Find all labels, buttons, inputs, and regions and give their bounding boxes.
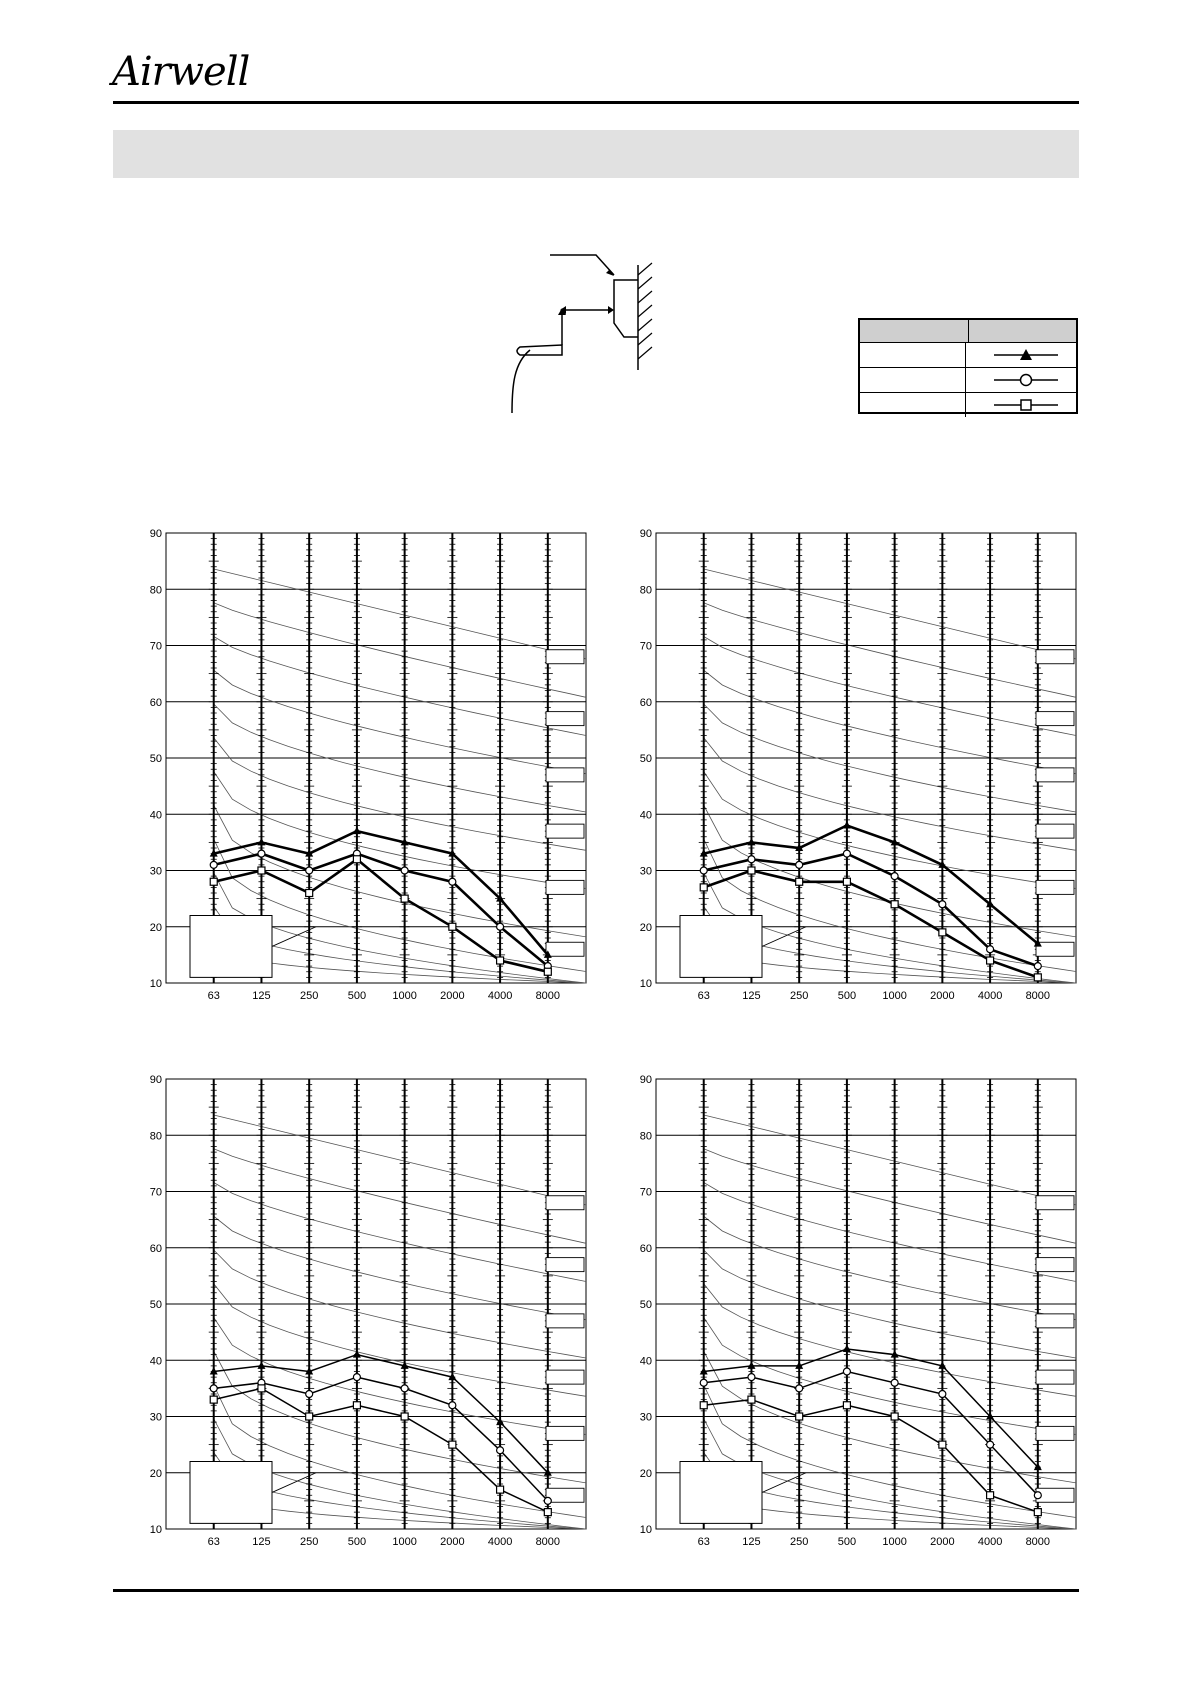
marker-circle bbox=[449, 1402, 456, 1409]
header-rule bbox=[113, 101, 1079, 104]
measurement-diagram bbox=[490, 245, 660, 415]
y-tick-label: 20 bbox=[639, 1467, 652, 1480]
square-marker-icon bbox=[966, 393, 1076, 417]
marker-square bbox=[353, 856, 360, 863]
marker-circle bbox=[258, 850, 265, 857]
marker-circle bbox=[449, 878, 456, 885]
nr-label-box bbox=[1036, 880, 1074, 894]
y-tick-label: 40 bbox=[639, 809, 652, 822]
marker-circle bbox=[1034, 1492, 1041, 1499]
y-tick-label: 50 bbox=[639, 753, 652, 765]
x-tick-label: 1000 bbox=[882, 990, 907, 1002]
y-tick-label: 70 bbox=[639, 640, 652, 653]
circle-marker-icon bbox=[966, 368, 1076, 392]
marker-circle bbox=[796, 861, 803, 868]
x-tick-label: 8000 bbox=[1025, 990, 1051, 1002]
x-tick-label: 63 bbox=[697, 1536, 710, 1548]
marker-square bbox=[987, 1492, 994, 1499]
legend-label bbox=[860, 393, 966, 417]
x-tick-label: 125 bbox=[252, 990, 271, 1002]
footer-rule bbox=[113, 1589, 1079, 1592]
marker-circle bbox=[700, 1379, 707, 1386]
marker-square bbox=[748, 867, 755, 874]
marker-square bbox=[353, 1402, 360, 1409]
marker-square bbox=[306, 1413, 313, 1420]
nr-label-box bbox=[1036, 650, 1074, 664]
x-tick-label: 63 bbox=[207, 990, 220, 1002]
unit-leader-line bbox=[550, 255, 614, 275]
y-tick-label: 80 bbox=[639, 584, 652, 597]
nr-label-box bbox=[1036, 768, 1074, 782]
x-tick-label: 250 bbox=[300, 1536, 319, 1548]
marker-circle bbox=[700, 867, 707, 874]
nr-label-box bbox=[546, 824, 584, 838]
nr-label-box bbox=[546, 1314, 584, 1328]
nr-label-box bbox=[546, 650, 584, 664]
nr-label-box bbox=[1036, 712, 1074, 726]
marker-circle bbox=[939, 901, 946, 908]
y-tick-label: 80 bbox=[639, 1130, 652, 1143]
x-tick-label: 500 bbox=[347, 1536, 367, 1548]
y-tick-label: 50 bbox=[149, 753, 162, 765]
y-tick-label: 90 bbox=[149, 528, 162, 540]
marker-square bbox=[1034, 1509, 1041, 1516]
y-tick-label: 10 bbox=[639, 978, 652, 990]
y-tick-label: 40 bbox=[149, 1355, 162, 1368]
marker-circle bbox=[210, 1385, 217, 1392]
y-tick-label: 50 bbox=[149, 1299, 162, 1311]
spectrum-chart-4 bbox=[630, 1071, 1090, 1553]
y-tick-label: 50 bbox=[639, 1299, 652, 1311]
marker-square bbox=[796, 878, 803, 885]
y-tick-label: 30 bbox=[149, 1411, 162, 1424]
microphone-cable bbox=[512, 350, 530, 413]
marker-circle bbox=[497, 1447, 504, 1454]
y-tick-label: 90 bbox=[639, 1074, 652, 1086]
microphone bbox=[517, 345, 562, 355]
x-tick-label: 250 bbox=[790, 1536, 809, 1548]
marker-circle bbox=[987, 946, 994, 953]
marker-circle bbox=[1034, 963, 1041, 970]
triangle-marker-icon bbox=[966, 343, 1076, 367]
x-tick-label: 2000 bbox=[930, 990, 955, 1002]
marker-square bbox=[210, 878, 217, 885]
y-tick-label: 40 bbox=[149, 809, 162, 822]
y-tick-label: 80 bbox=[149, 584, 162, 597]
legend-label bbox=[860, 368, 966, 392]
marker-circle bbox=[796, 1385, 803, 1392]
section-banner bbox=[113, 130, 1079, 178]
x-tick-label: 1000 bbox=[392, 1536, 417, 1548]
airwell-logo: Airwell bbox=[112, 49, 250, 95]
marker-circle bbox=[306, 867, 313, 874]
marker-square bbox=[700, 1402, 707, 1409]
marker-square bbox=[843, 1402, 850, 1409]
legend-label bbox=[860, 343, 966, 367]
nr-label-box bbox=[1036, 824, 1074, 838]
legend-row-triangle bbox=[860, 343, 1076, 368]
x-tick-label: 4000 bbox=[977, 1536, 1003, 1548]
marker-square bbox=[258, 867, 265, 874]
nr-label-box bbox=[546, 1426, 584, 1440]
x-tick-label: 8000 bbox=[535, 1536, 561, 1548]
marker-square bbox=[449, 1441, 456, 1448]
y-tick-label: 40 bbox=[639, 1355, 652, 1368]
nr-label-box bbox=[546, 880, 584, 894]
nr-label-box bbox=[546, 1370, 584, 1384]
y-tick-label: 70 bbox=[149, 640, 162, 653]
nr-label-box bbox=[1036, 942, 1074, 956]
indoor-unit-outline bbox=[614, 280, 638, 337]
info-box bbox=[190, 1462, 272, 1524]
x-tick-label: 250 bbox=[790, 990, 809, 1002]
x-tick-label: 1000 bbox=[392, 990, 417, 1002]
nr-label-box bbox=[546, 712, 584, 726]
marker-circle bbox=[210, 861, 217, 868]
spectrum-chart-1 bbox=[140, 525, 600, 1007]
marker-circle bbox=[843, 1368, 850, 1375]
y-tick-label: 60 bbox=[639, 1242, 652, 1255]
legend-row-square bbox=[860, 393, 1076, 417]
x-tick-label: 500 bbox=[347, 990, 367, 1002]
marker-square bbox=[401, 895, 408, 902]
nr-label-box bbox=[546, 768, 584, 782]
wall-hatch bbox=[638, 263, 652, 359]
marker-square bbox=[306, 890, 313, 897]
y-tick-label: 20 bbox=[149, 1467, 162, 1480]
y-tick-label: 30 bbox=[639, 1411, 652, 1424]
marker-square bbox=[891, 901, 898, 908]
marker-square bbox=[497, 1486, 504, 1493]
marker-square bbox=[939, 1441, 946, 1448]
nr-label-box bbox=[1036, 1258, 1074, 1272]
marker-square bbox=[987, 957, 994, 964]
nr-label-box bbox=[1036, 1196, 1074, 1210]
nr-label-box bbox=[1036, 1426, 1074, 1440]
marker-circle bbox=[748, 1374, 755, 1381]
marker-circle bbox=[748, 856, 755, 863]
y-tick-label: 90 bbox=[149, 1074, 162, 1086]
legend-row-circle bbox=[860, 368, 1076, 393]
marker-square bbox=[210, 1396, 217, 1403]
marker-square bbox=[1034, 974, 1041, 981]
x-tick-label: 4000 bbox=[487, 990, 513, 1002]
info-box bbox=[680, 1462, 762, 1524]
marker-square bbox=[843, 878, 850, 885]
x-tick-label: 500 bbox=[837, 1536, 857, 1548]
y-tick-label: 30 bbox=[639, 865, 652, 878]
marker-circle bbox=[987, 1441, 994, 1448]
y-tick-label: 70 bbox=[639, 1186, 652, 1199]
nr-label-box bbox=[546, 942, 584, 956]
marker-square bbox=[449, 923, 456, 930]
x-tick-label: 250 bbox=[300, 990, 319, 1002]
spectrum-chart-3 bbox=[140, 1071, 600, 1553]
marker-circle bbox=[401, 867, 408, 874]
y-tick-label: 10 bbox=[149, 1524, 162, 1536]
marker-square bbox=[891, 1413, 898, 1420]
x-tick-label: 2000 bbox=[930, 1536, 955, 1548]
marker-circle bbox=[401, 1385, 408, 1392]
x-tick-label: 1000 bbox=[882, 1536, 907, 1548]
y-tick-label: 10 bbox=[149, 978, 162, 990]
info-box bbox=[190, 916, 272, 978]
y-tick-label: 30 bbox=[149, 865, 162, 878]
y-tick-label: 80 bbox=[149, 1130, 162, 1143]
nr-label-box bbox=[1036, 1314, 1074, 1328]
y-tick-label: 20 bbox=[639, 921, 652, 934]
marker-circle bbox=[353, 1374, 360, 1381]
info-box bbox=[680, 916, 762, 978]
y-tick-label: 60 bbox=[639, 696, 652, 709]
y-tick-label: 60 bbox=[149, 696, 162, 709]
marker-circle bbox=[939, 1391, 946, 1398]
marker-square bbox=[700, 884, 707, 891]
x-tick-label: 63 bbox=[207, 1536, 220, 1548]
y-tick-label: 90 bbox=[639, 528, 652, 540]
x-tick-label: 4000 bbox=[977, 990, 1003, 1002]
y-tick-label: 20 bbox=[149, 921, 162, 934]
marker-circle bbox=[497, 923, 504, 930]
marker-square bbox=[544, 1509, 551, 1516]
marker-square bbox=[544, 968, 551, 975]
marker-square bbox=[401, 1413, 408, 1420]
x-tick-label: 2000 bbox=[440, 1536, 465, 1548]
x-tick-label: 125 bbox=[742, 990, 761, 1002]
marker-square bbox=[748, 1396, 755, 1403]
x-tick-label: 500 bbox=[837, 990, 857, 1002]
y-tick-label: 60 bbox=[149, 1242, 162, 1255]
marker-square bbox=[939, 929, 946, 936]
marker-circle bbox=[891, 873, 898, 880]
marker-circle bbox=[843, 850, 850, 857]
legend-table bbox=[858, 318, 1078, 414]
x-tick-label: 8000 bbox=[535, 990, 561, 1002]
y-tick-label: 10 bbox=[639, 1524, 652, 1536]
nr-label-box bbox=[546, 1196, 584, 1210]
x-tick-label: 8000 bbox=[1025, 1536, 1051, 1548]
marker-circle bbox=[544, 1497, 551, 1504]
x-tick-label: 4000 bbox=[487, 1536, 513, 1548]
marker-square bbox=[796, 1413, 803, 1420]
x-tick-label: 125 bbox=[742, 1536, 761, 1548]
nr-label-box bbox=[1036, 1370, 1074, 1384]
spectrum-chart-2 bbox=[630, 525, 1090, 1007]
x-tick-label: 63 bbox=[697, 990, 710, 1002]
nr-label-box bbox=[546, 1258, 584, 1272]
y-tick-label: 70 bbox=[149, 1186, 162, 1199]
marker-square bbox=[497, 957, 504, 964]
x-tick-label: 125 bbox=[252, 1536, 271, 1548]
marker-square bbox=[258, 1385, 265, 1392]
marker-circle bbox=[891, 1379, 898, 1386]
marker-circle bbox=[306, 1391, 313, 1398]
x-tick-label: 2000 bbox=[440, 990, 465, 1002]
legend-header bbox=[860, 320, 1076, 343]
